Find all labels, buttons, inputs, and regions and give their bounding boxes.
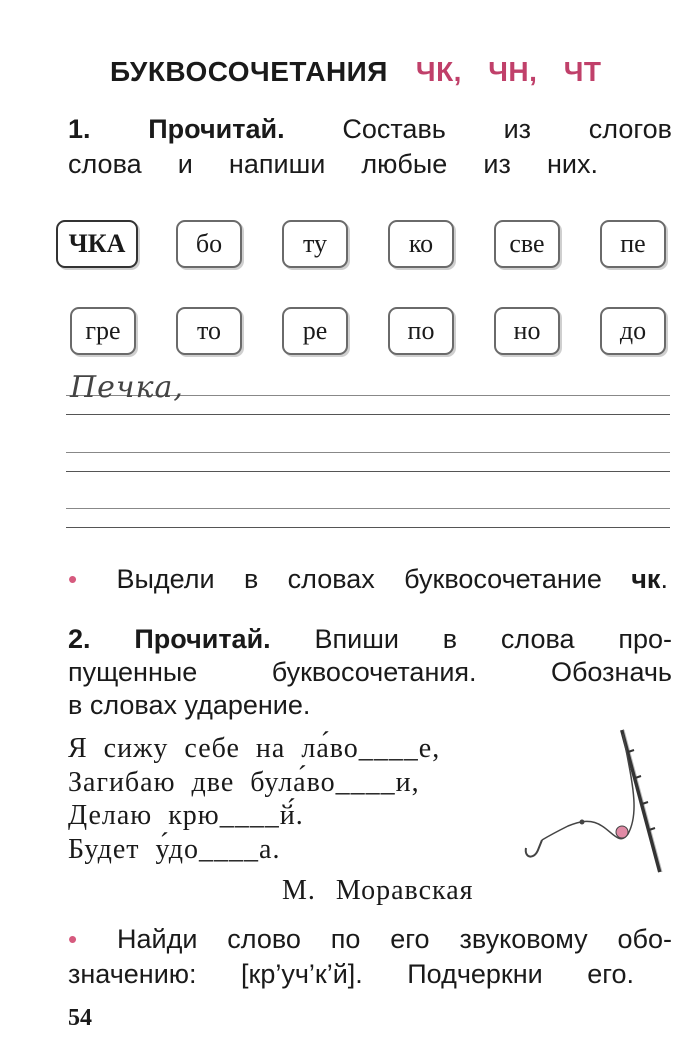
poem-line: Загибаю две була́во____и, [68, 766, 420, 798]
poem-line: Я сижу себе на ла́во____е, [68, 733, 441, 764]
bullet1-text: Выдели в словах буквосочетание [116, 564, 602, 594]
syllable-card: бо [176, 220, 242, 268]
fishing-rod-icon [520, 722, 670, 882]
poem-author: М. Моравская [282, 875, 474, 906]
syllable-card: ту [282, 220, 348, 268]
task1-line1 [68, 112, 672, 147]
page-title [110, 56, 601, 88]
sample-word: Печка, [70, 370, 184, 405]
poem [68, 732, 440, 866]
task1-text [68, 112, 672, 182]
task2-line3: в словах ударение. [68, 690, 311, 720]
task1-number: 1. [68, 114, 91, 144]
poem-line: Делаю крю____й́. [68, 800, 304, 831]
task2-verb: Прочитай. [134, 624, 271, 654]
bullet2-line2: значению: [кр’уч’к’й]. Подчеркни его. [68, 959, 634, 989]
bullet1-end: . [660, 564, 668, 594]
syllable-card: пе [600, 220, 666, 268]
task2-line1-rest: Впиши в слова про- [314, 624, 672, 654]
bullet2-line1-text: Найди слово по его звуковому обо- [116, 924, 672, 954]
syllable-card: ко [388, 220, 454, 268]
bullet2-line1 [68, 922, 672, 957]
bullet2 [68, 922, 672, 992]
task2-number: 2. [68, 624, 91, 654]
bullet1-bold: чк [631, 564, 661, 594]
title-main: БУКВОСОЧЕТАНИЯ [110, 56, 388, 87]
task2-line2: пущенные буквосочетания. Обозначь [68, 657, 672, 687]
task1-line2: слова и напиши любые из них. [68, 149, 598, 179]
writing-line [66, 527, 670, 528]
task2-text [68, 623, 672, 722]
bullet1 [68, 562, 668, 597]
syllable-card: но [494, 307, 560, 355]
writing-line [66, 471, 670, 472]
syllable-card: ЧКА [56, 220, 138, 268]
writing-line [66, 414, 670, 415]
bullet-dot-icon: • [68, 924, 78, 954]
syllable-card: ре [282, 307, 348, 355]
syllable-card: гре [70, 307, 136, 355]
writing-line [66, 508, 670, 509]
bullet1-line [68, 562, 668, 597]
task1-line1-rest: Составь из слогов [342, 114, 672, 144]
task2-line1 [68, 623, 672, 656]
page-number: 54 [68, 1005, 92, 1031]
writing-line [66, 452, 670, 453]
bullet-dot-icon: • [68, 564, 78, 594]
syllable-card: до [600, 307, 666, 355]
title-accent: ЧК, ЧН, ЧТ [415, 56, 602, 87]
task1-verb: Прочитай. [148, 114, 285, 144]
poem-line: Будет у́до____а. [68, 833, 281, 865]
syllable-card: то [176, 307, 242, 355]
syllable-card: по [388, 307, 454, 355]
syllable-card: све [494, 220, 560, 268]
